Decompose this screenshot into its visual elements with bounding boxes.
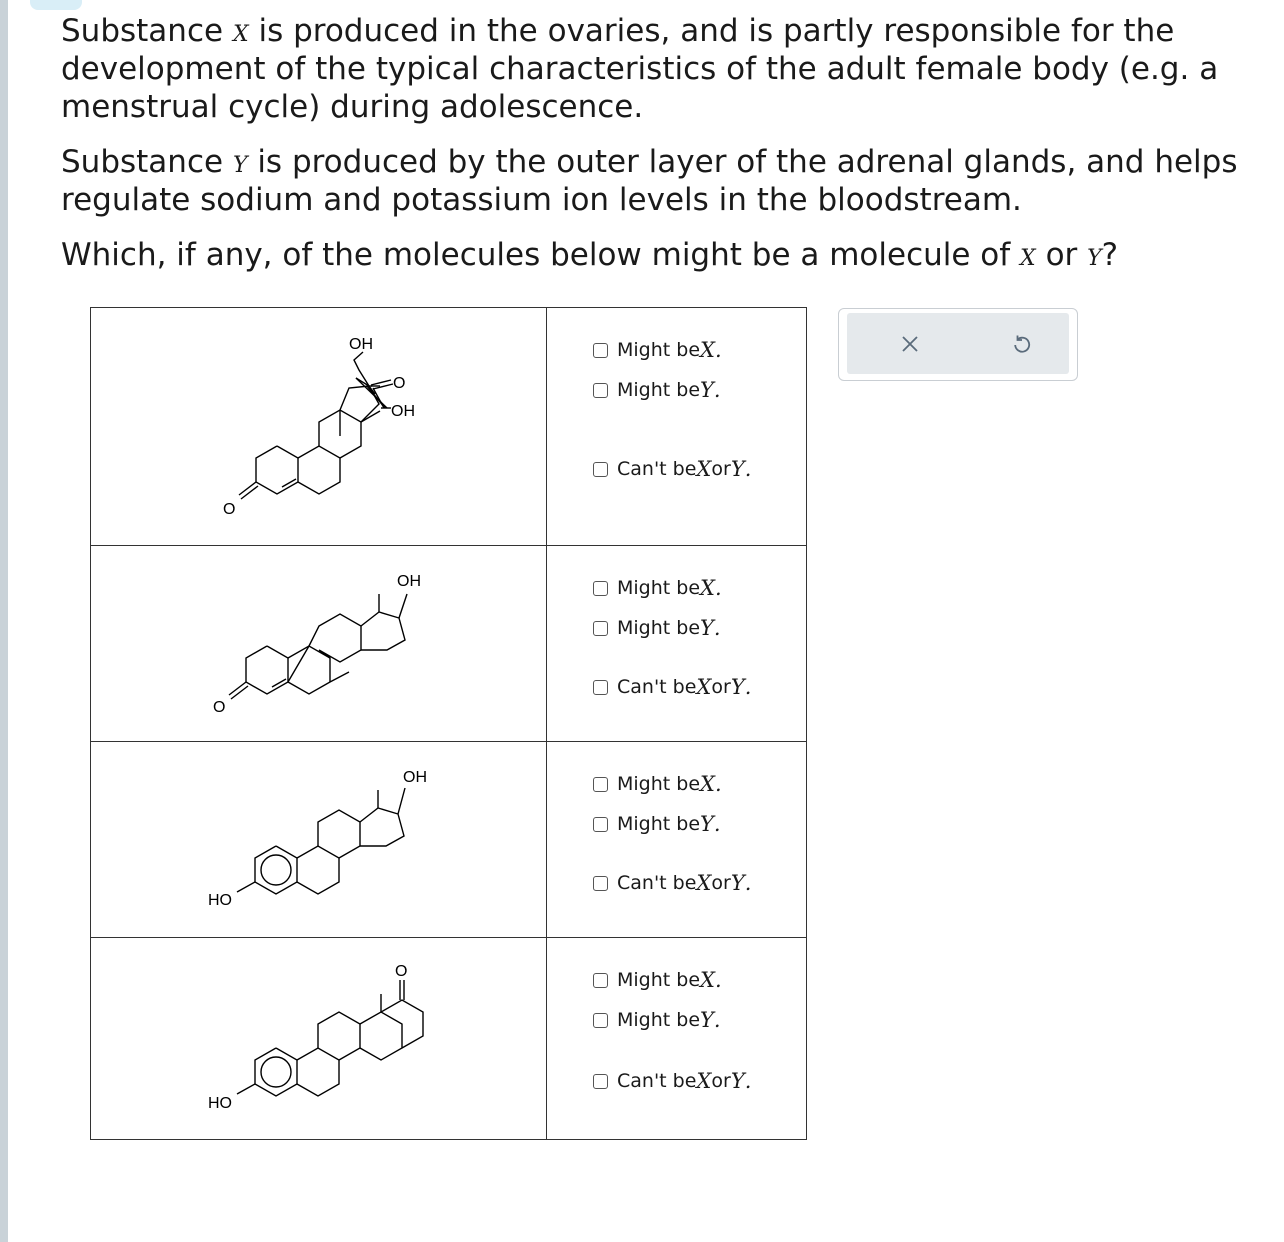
checkbox[interactable] (593, 621, 608, 636)
molecule-cell (91, 308, 547, 546)
molecule-4-structure (91, 938, 546, 1138)
option-might-be-y[interactable]: Might be Y . (593, 812, 721, 836)
checkbox[interactable] (593, 680, 608, 695)
checkbox[interactable] (593, 1074, 608, 1089)
ho-label: HO (208, 892, 232, 909)
answer-tools-panel (838, 308, 1078, 381)
molecule-cell (91, 546, 547, 742)
o-label: O (395, 963, 408, 980)
checkbox[interactable] (593, 462, 608, 477)
undo-icon[interactable] (1009, 331, 1035, 357)
top-tab[interactable] (30, 0, 82, 10)
answer-tools-bar (847, 313, 1069, 374)
prompt-paragraph-y: Substance y is produced by the outer layer of the adrenal glands, and helps regulate sodium and potassium ion levels in the bloodstream. (61, 144, 1238, 218)
question-prompt (61, 12, 1251, 291)
table-row (91, 546, 807, 742)
checkbox[interactable] (593, 383, 608, 398)
o-label: O (213, 699, 226, 716)
table-row (91, 308, 807, 546)
o-label: O (393, 375, 406, 392)
ho-label: HO (208, 1095, 232, 1112)
prompt-question: Which, if any, of the molecules below might be a molecule of x or y? (61, 237, 1119, 273)
options-cell (547, 308, 807, 546)
option-cant-be-x-or-y[interactable]: Can't be X or Y . (593, 675, 751, 699)
option-might-be-y[interactable]: Might be Y . (593, 1008, 721, 1032)
checkbox[interactable] (593, 973, 608, 988)
table-row (91, 742, 807, 938)
checkbox[interactable] (593, 777, 608, 792)
molecule-3-structure (91, 742, 546, 936)
options-cell (547, 546, 807, 742)
checkbox[interactable] (593, 343, 608, 358)
left-edge-bar (0, 0, 8, 1242)
option-might-be-y[interactable]: Might be Y . (593, 616, 721, 640)
molecule-cell (91, 938, 547, 1140)
option-cant-be-x-or-y[interactable]: Can't be X or Y . (593, 1069, 751, 1093)
options-cell (547, 742, 807, 938)
option-might-be-x[interactable]: Might be X . (593, 338, 722, 362)
option-cant-be-x-or-y[interactable]: Can't be X or Y . (593, 871, 751, 895)
o-label: O (223, 501, 236, 518)
oh-label: OH (349, 336, 373, 353)
checkbox[interactable] (593, 1013, 608, 1028)
molecule-1-structure (91, 308, 546, 544)
molecule-2-structure (91, 546, 546, 740)
oh-label: OH (403, 769, 427, 786)
molecule-table (90, 307, 807, 1140)
option-cant-be-x-or-y[interactable]: Can't be X or Y . (593, 457, 751, 481)
molecule-cell (91, 742, 547, 938)
options-cell (547, 938, 807, 1140)
prompt-paragraph-x: Substance x is produced in the ovaries, and is partly responsible for the development of the typical characteristics of the adult female body (e.g. a menstrual cycle) during adolescence. (61, 13, 1219, 125)
checkbox[interactable] (593, 876, 608, 891)
x-icon[interactable] (897, 331, 923, 357)
option-might-be-x[interactable]: Might be X . (593, 772, 722, 796)
option-might-be-x[interactable]: Might be X . (593, 576, 722, 600)
table-row (91, 938, 807, 1140)
checkbox[interactable] (593, 581, 608, 596)
checkbox[interactable] (593, 817, 608, 832)
oh-label: OH (397, 573, 421, 590)
oh-label: OH (391, 403, 415, 420)
option-might-be-x[interactable]: Might be X . (593, 968, 722, 992)
option-might-be-y[interactable]: Might be Y . (593, 378, 721, 402)
